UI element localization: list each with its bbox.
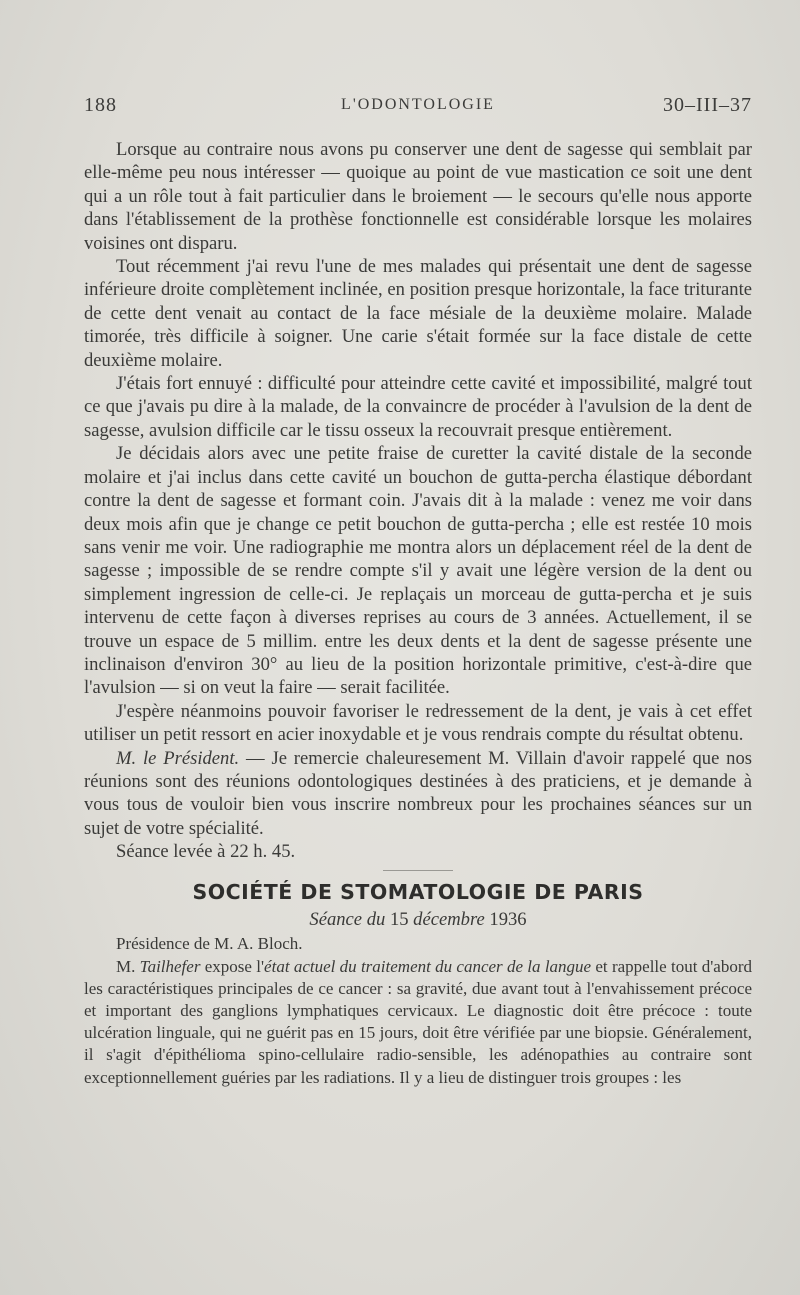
seance-date <box>84 908 752 931</box>
closing-line: Séance levée à 22 h. 45. <box>116 841 296 863</box>
tailhefer-title: état actuel du traitement du cancer de la langue <box>264 956 592 976</box>
seance-month: décembre <box>408 909 485 930</box>
paragraph: Je décidais alors avec une petite fraise de curetter la cavité distale de la seconde molaire et j'ai inclus dans cette cavité un bouchon de gutta-percha élastique débordant contre la dent de sagesse et formant coin. J'avais dit à la malade : venez me voir dans deux mois afin que je change ce petit bouchon de gutta-percha ; elle est restée 10 mois sans venir me voir. Une radiographie me montra alors un déplacement réel de la dent de sagesse ; impossible de se rendre compte s'il y avait une légère version de la dent ou simplement ingression de celle-ci. Je replaçais un morceau de gutta-percha et je suis intervenu de cette façon à diverses reprises au cours de 3 années. Actuellement, il se trouve un espace de 5 millim. entre les deux dents et la dent de sagesse présente une inclinaison d'environ 30° au lieu de la position horizontale primitive, c'est-à-dire que l'avulsion — si on veut la faire — serait facilitée. <box>84 443 752 699</box>
issue-date: 30–III–37 <box>663 94 752 116</box>
tailhefer-m: M. <box>116 956 140 976</box>
speaker: M. le Président. <box>116 747 240 769</box>
president-paragraph <box>84 747 752 841</box>
section-title: SOCIÉTÉ DE STOMATOLOGIE DE PARIS <box>192 879 644 904</box>
tailhefer-text: et rappelle tout d'abord les caractéristiques principales de ce cancer : sa gravité, due avant tout à l'envahissement précoce et important des ganglions lymphatiques cervicaux. Le diagnostic doit être précoce : toute ulcération linguale, qui ne guérit pas en 15 jours, doit être vérifiée par une biopsie. Généralement, il s'agit d'épithélioma spino-cellulaire radio-sensible, les adénopathies au contraire sont exceptionnellement guéries par les radiations. Il y a lieu de distinguer trois groupes : les <box>84 956 752 1087</box>
seance-prefix: Séance du <box>309 909 390 930</box>
article-body <box>84 138 752 1089</box>
seance-day: 15 <box>389 909 409 930</box>
paragraph: Lorsque au contraire nous avons pu conserver une dent de sagesse qui semblait par elle-même peu nous intéresser — quoique au point de vue mastication ce soit une dent qui a un rôle tout à fait particulier dans le broiement — le secours qu'elle nous apporte dans l'établissement de la prothèse fonctionnelle est considérable lorsque les molaires voisines ont disparu. <box>84 139 752 254</box>
paragraph: Tout récemment j'ai revu l'une de mes malades qui présentait une dent de sagesse inférieure droite complètement inclinée, en position presque horizontale, la face triturante de cette dent venait au contact de la face mésiale de la deuxième molaire. Malade timorée, très difficile à soigner. Une carie s'était formée sur la face distale de cette deuxième molaire. <box>84 256 752 371</box>
speaker-text: — Je remercie chaleuresement M. Villain d'avoir rappelé que nos réunions sont des réunions odontologiques destinées à des praticiens, et je demande à vous tous de vouloir bien vous inscrire nombreux pour les prochaines séances sur un sujet de votre spécialité. <box>84 747 753 839</box>
paragraph: J'espère néanmoins pouvoir favoriser le redressement de la dent, je vais à cet effet utiliser un petit ressort en acier inoxydable et je vous rendrais compte du résultat obtenu. <box>84 700 752 746</box>
seance-year: 1936 <box>484 909 527 930</box>
tailhefer-paragraph <box>84 956 752 1089</box>
tailhefer-mid: expose l' <box>200 956 265 976</box>
page-number: 188 <box>84 94 117 116</box>
paragraph: J'étais fort ennuyé : difficulté pour atteindre cette cavité et impossibilité, malgré tout ce que j'avais pu dire à la malade, de la convaincre de procéder à l'avulsion de la dent de sagesse, avulsion difficile car le tissu osseux la recouvrait presque entièrement. <box>84 373 752 441</box>
section-divider <box>383 870 453 871</box>
tailhefer-name: Tailhefer <box>139 956 201 976</box>
journal-title: L'ODONTOLOGIE <box>341 96 495 113</box>
presidence-line: Présidence de M. A. Bloch. <box>116 934 303 954</box>
